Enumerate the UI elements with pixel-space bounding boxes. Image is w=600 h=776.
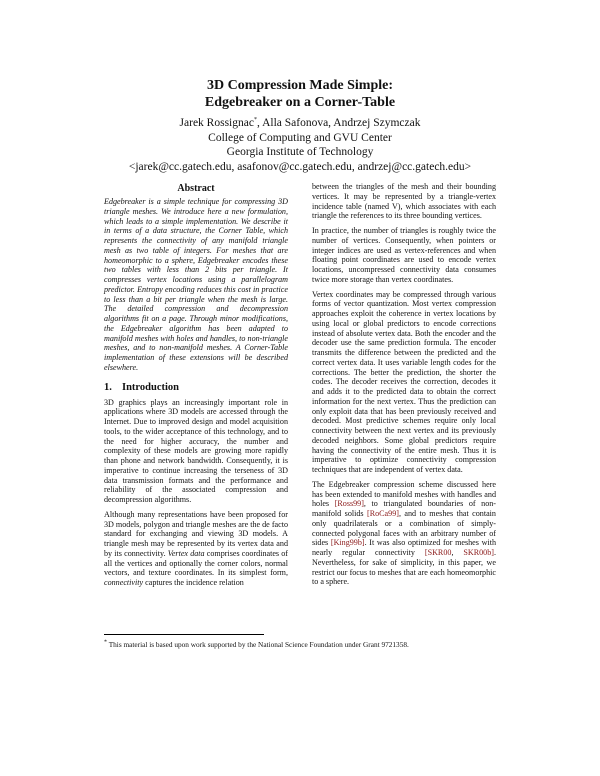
footnote-text: This material is based upon work supported by the National Science Foundation under Grant 9721358. (107, 640, 409, 649)
text-run: , to triangulated boundaries of non-manifold solids (312, 499, 496, 518)
footnote-marker: * (104, 639, 107, 646)
right-paragraph-2: In practice, the number of triangles is roughly twice the number of vertices. Consequently, when pointers or integer indices are used as vertex-references and when floating point coordinates are used to encode vertex locations, uncompressed connectivity data consumes twice more storage than vertex coordinates. (312, 226, 496, 284)
citation-link[interactable]: [RoCa99] (367, 509, 399, 518)
footnote (104, 640, 504, 649)
author-first: Jarek Rossignac (179, 117, 254, 129)
right-paragraph-1: between the triangles of the mesh and their bounding vertices. It may be represented by a triangle-vertex incidence table (named V), which associates with each triangle the references to its three bounding vertices. (312, 182, 496, 221)
right-paragraph-4 (312, 480, 496, 587)
text-run: The Edgebreaker compression scheme discussed here has been extended to manifold meshes with handles and holes (312, 479, 496, 509)
abstract-heading: Abstract (177, 183, 215, 194)
author-block (0, 116, 600, 174)
author-rest: , Alla Safonova, Andrzej Szymczak (256, 117, 421, 129)
citation-link[interactable]: [Ross99] (334, 499, 364, 509)
section-heading-introduction (104, 381, 288, 394)
text-run: captures the incidence relation (143, 578, 244, 587)
text-run: . Nevertheless, for sake of simplicity, in this paper, we restrict our focus to meshes that are each homeomorphic to a sphere. (312, 548, 496, 587)
citation-link[interactable]: SKR00b] (463, 548, 494, 557)
footnote-marker: * (253, 117, 257, 124)
author-names (0, 116, 600, 131)
affiliation-line-1: College of Computing and GVU Center (208, 131, 392, 144)
affiliation-line-2: Georgia Institute of Technology (226, 146, 374, 158)
paper-title-line-2: Edgebreaker on a Corner-Table (204, 95, 396, 110)
right-paragraph-3: Vertex coordinates may be compressed through various forms of vector quantization. Most vertex compression approaches exploit the coherence in vertex locations by using local or global predictors to encode corrections instead of absolute vertex data. Both the encoder and the decoder use the same prediction formula. The encoder transmits the difference between the predicted and the correct vertex data. It uses variable length codes for the corrections. The better the prediction, the shorter the codes. The decoder receives the correction, decodes it and adds it to the predicted data to obtain the correct information for the next vertex. Thus the prediction can only exploit data that has been previously received and decoded. Most predictive schemes require only local connectivity between the next vertex and its previously decoded neighbors. Some global predictors require having the connectivity of the entire mesh. Thus it is imperative to optimize connectivity compression techniques that are independent of vertex data. (312, 289, 496, 474)
intro-paragraph-2 (104, 510, 288, 588)
paper-title-line-1: 3D Compression Made Simple: (206, 78, 394, 93)
text-run: , (451, 548, 464, 557)
text-run: Although many representations have been proposed for 3D models, polygon and triangle meshes are the de facto standard for exchanging and viewing 3D models. A triangle mesh may be represented by its vertex data and by its connectivity. (104, 509, 288, 558)
abstract-body: Edgebreaker is a simple technique for compressing 3D triangle meshes. We introduce here a new formulation, which leads to a simple implementation. We describe it in terms of a data structure, the Corner Table, which represents the connectivity of any manifold triangle mesh as two table of integers. For meshes that are homeomorphic to a sphere, Edgebreaker encodes these two tables with less than 2 bits per triangle. It compresses vertex locations using a parallelogram predictor. Entropy encoding reduces this cost in practice to less than a bit per triangle when the mesh is large. The detailed compression and decompression algorithms fit on a page. Through minor modifications, the Edgebreaker algorithm has been adapted to manifold meshes with holes and handles, to non-triangle meshes, and to non-manifold meshes. A Corner-Table implementation of these extensions will be described elsewhere. (104, 197, 288, 372)
left-column (104, 182, 288, 593)
intro-paragraph-1: 3D graphics plays an increasingly important role in applications where 3D models are accessed through the Internet. Due to improved design and model acquisition tools, to the wider acceptance of this technology, and to the need for higher accuracy, the number and complexity of these models are growing more rapidly than phone and network bandwidth. Consequently, it is imperative to continue increasing the terseness of 3D data transmission formats and the performance and reliability of the associated compression and decompression algorithms. (104, 397, 288, 504)
footnote-rule (104, 634, 264, 635)
term-vertex-data: Vertex data (167, 548, 205, 558)
text-run: , and to meshes that contain only quadrilaterals or a combination of simply-connected polygonal faces with an arbitrary number of sides (312, 509, 496, 548)
text-run: comprises coordinates of all the vertices and optionally the corner colors, normal vectors, and texture coordinates. In its simplest form, (104, 548, 288, 578)
right-column (312, 182, 496, 592)
citation-link[interactable]: [SKR00 (424, 548, 452, 557)
section-number: 1. (104, 381, 112, 393)
citation-link[interactable]: [King99b] (330, 538, 365, 548)
section-title: Introduction (122, 381, 179, 393)
author-emails: <jarek@cc.gatech.edu, asafonov@cc.gatech.edu, andrzej@cc.gatech.edu> (128, 160, 472, 173)
term-connectivity: connectivity (104, 578, 144, 587)
text-run: . It was also optimized for meshes with nearly regular connectivity (312, 538, 496, 557)
